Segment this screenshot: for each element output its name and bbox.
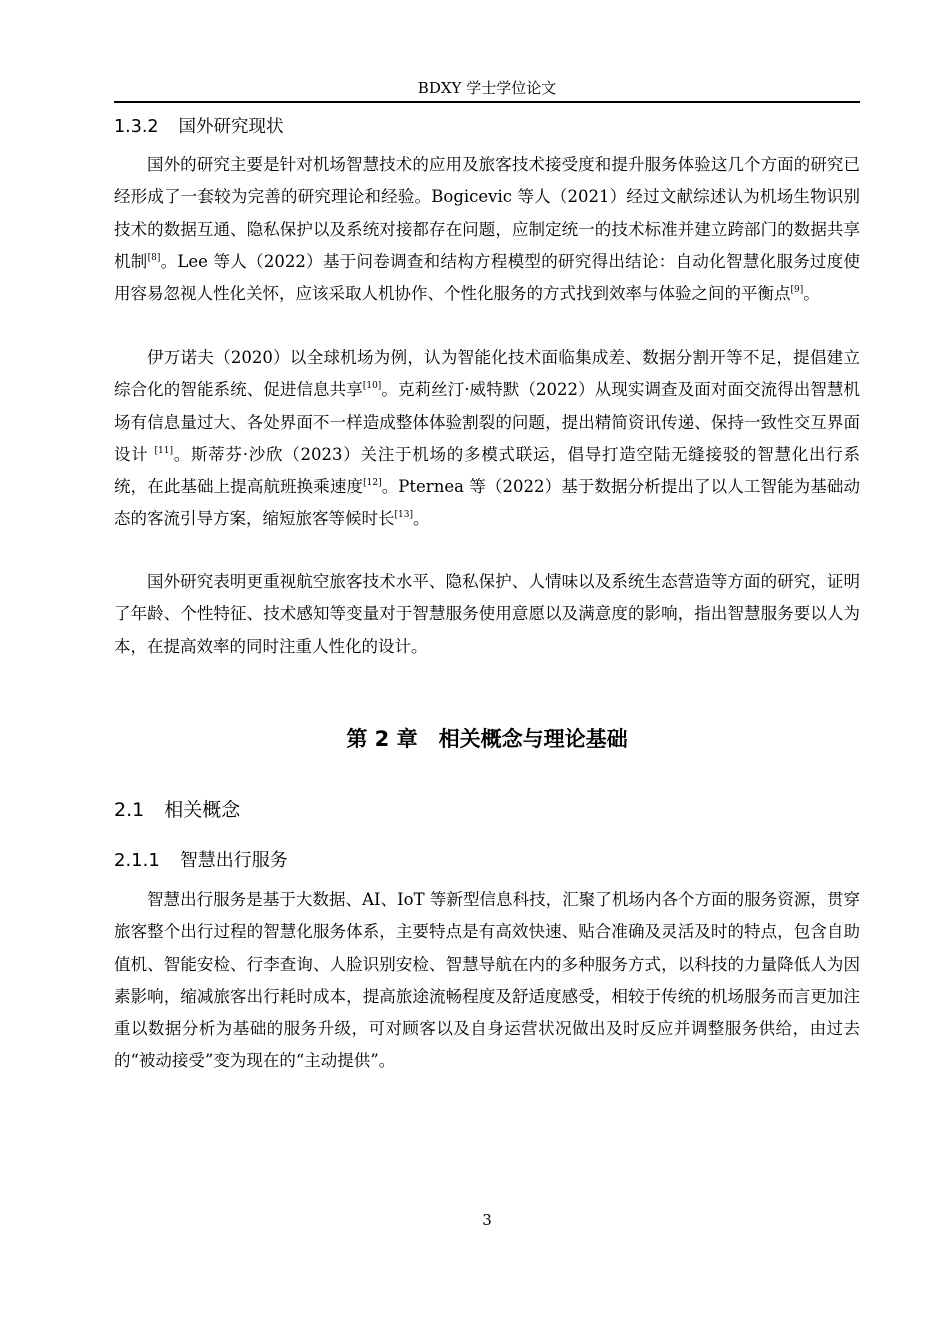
section-title: 国外研究现状 <box>178 117 284 137</box>
citation: [10] <box>362 381 382 392</box>
citation: [13] <box>394 510 413 521</box>
paragraph-text: 伊万诺夫（2020）以全球机场为例，认为智能化技术面临集成差、数据分割开等不足，提倡建立综合化的智能系统、促进信息共享 <box>114 348 860 400</box>
paragraph-foreign-research <box>114 149 860 310</box>
section-heading-1-3-2 <box>114 115 284 139</box>
paragraph-foreign-scholars <box>114 342 860 536</box>
chapter-title: 第 2 章 相关概念与理论基础 <box>346 727 628 751</box>
paragraph-text: 。斯蒂芬·沙欣（2023）关注于机场的多模式联运，倡导打造空陆无缝接驳的智慧化出行系统，在此基础上提高航班换乘速度 <box>114 444 860 497</box>
page-number: 3 <box>482 1211 492 1229</box>
running-header: BDXY 学士学位论文 <box>417 79 557 97</box>
paragraph-text: 国外的研究主要是针对机场智慧技术的应用及旅客技术接受度和提升服务体验这几个方面的研究已经形成了一套较为完善的研究理论和经验。Bogicevic 等人（2021）经过文献综述认为机场生物识别技术的数据互通、隐私保护以及系统对接都存在问题，应制定统一的技术标准并建立跨部门的数据共享机制 <box>114 155 860 271</box>
citation: [11] <box>154 445 173 456</box>
citation: [9] <box>790 285 804 296</box>
section-number: 2.1.1 <box>114 850 160 871</box>
section-number: 1.3.2 <box>114 117 159 137</box>
section-heading-2-1-1 <box>114 848 288 874</box>
section-title: 智慧出行服务 <box>179 850 288 871</box>
section-number: 2.1 <box>114 799 145 821</box>
paragraph-text: 。 <box>803 284 820 304</box>
paragraph-text: 。Pternea 等（2022）基于数据分析提出了以人工智能为基础动态的客流引导方案，缩短旅客等候时长 <box>114 477 861 529</box>
citation: [12] <box>363 478 382 489</box>
paragraph-summary: 国外研究表明更重视航空旅客技术水平、隐私保护、人情味以及系统生态营造等方面的研究，证明了年龄、个性特征、技术感知等变量对于智慧服务使用意愿以及满意度的影响，指出智慧服务要以人为本，在提高效率的同时注重人性化的设计。 <box>114 572 860 656</box>
header-rule <box>114 101 860 103</box>
paragraph-text: 。克莉丝汀·威特默（2022）从现实调查及面对面交流得出智慧机场有信息量过大、各处界面不一样造成整体体验割裂的问题，提出精简资讯传递、保持一致性交互界面设计 <box>114 380 861 464</box>
section-title: 相关概念 <box>164 799 241 821</box>
paragraph-text: 。Lee 等人（2022）基于问卷调查和结构方程模型的研究得出结论：自动化智慧化服务过度使用容易忽视人性化关怀，应该采取人机协作、个性化服务的方式找到效率与体验之间的平衡点 <box>114 251 860 304</box>
section-heading-2-1 <box>114 797 240 823</box>
paragraph-smart-travel: 智慧出行服务是基于大数据、AI、IoT 等新型信息科技，汇聚了机场内各个方面的服务资源，贯穿旅客整个出行过程的智慧化服务体系，主要特点是有高效快速、贴合准确及灵活及时的特点，包含自助值机、智能安检、行李查询、人脸识别安检、智慧导航在内的多种服务方式，以科技的力量降低人为因素影响，缩减旅客出行耗时成本，提高旅途流畅程度及舒适度感受，相较于传统的机场服务而言更加注重以数据分析为基础的服务升级，可对顾客以及自身运营状况做出及时反应并调整服务供给，由过去的“被动接受”变为现在的“主动提供”。 <box>114 890 860 1071</box>
paragraph-text: 。 <box>412 509 430 529</box>
citation: [8] <box>147 252 161 263</box>
